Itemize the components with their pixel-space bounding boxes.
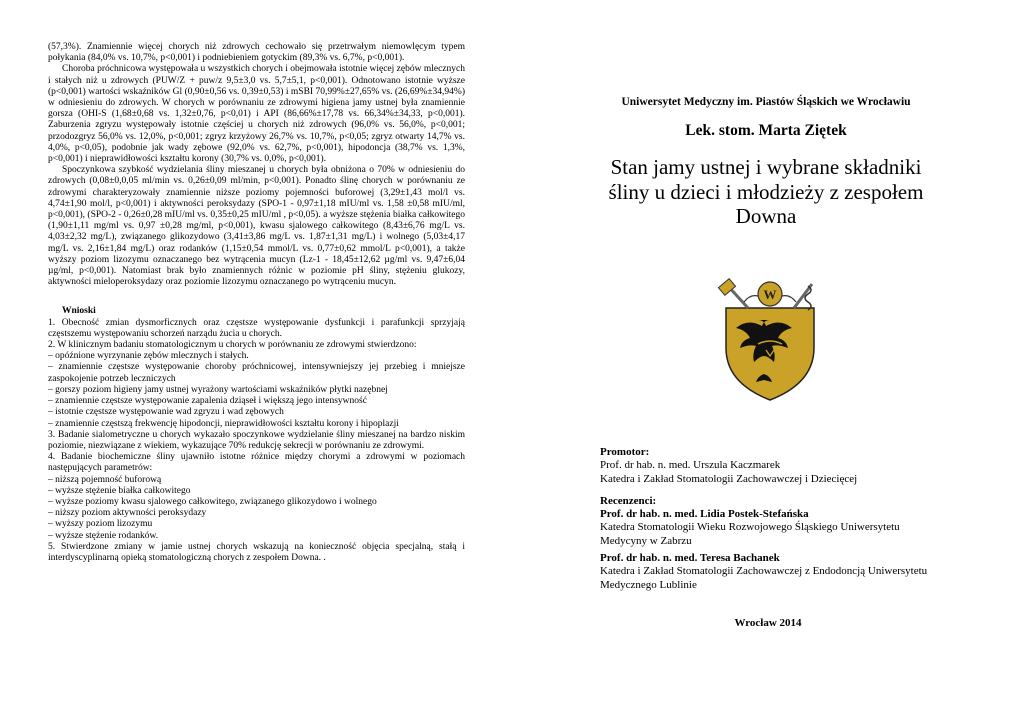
- conclusion-item: – wyższe poziomy kwasu sjalowego całkowitego, związanego glikozydowo i wolnego: [48, 496, 377, 507]
- conclusion-item: – znamiennie częstsze występowanie zapalenia dziąseł i większą jego intensywność: [48, 396, 367, 407]
- conclusion-item: 4. Badanie biochemiczne śliny ujawniło istotne różnice między chorymi a zdrowymi w poziomach następujących parametrów:: [48, 452, 465, 474]
- summary-paragraph-3: Spoczynkowa szybkość wydzielania śliny mieszanej u chorych była obniżona o 70% w odniesieniu do zdrowych (0,08±0,0,05 ml/min vs. 0,26±0,09 ml/min, p<0,001). Ponadto ślinę chorych w porównaniu ze zdrowymi charakteryzowały znamiennie niższe poziomy pojemności buforowej (3,29±1,43 mol/l vs. 4,74±1,90 mol/l, p<0,001) i aktywności peroksydazy (SPO-1 - 0,97±1,18 mIU/ml vs. 1,58 ±0,58 mIU/ml, p<0,001), (SPO-2 - 0,26±0,28 mIU/ml vs. 0,35±0,25 mIU/ml , p<0,05). a wyższe stężenia białka całkowitego (1,90±1,11 mg/ml vs. 0,97 ±0,28 mg/ml, p<0,001), kwasu sjalowego całkowitego (8,43±6,76 mg/L vs. 4,03±2,32 mg/L), związanego glikozydowo (3,41±3,86 mg/L vs. 1,87±1,31 mg/L) i wolnego (5,03±4,17 mg/L vs. 2,16±1,84 mg/L) oraz rodanków (1,15±0,54 mmol/L vs. 0,77±0,62 mmol/L p<0,001), a także wyższy poziom lizozymu oznaczanego bez wytrącenia mucyn (Lz-1 - 18,45±12,62 µg/ml vs. 9,47±6,04 µg/ml, p<0,001). Natomiast brak było znamiennych różnic w poziomie pH śliny, stężeniu glukozy, aktywności mieloperoksydazy oraz poziomie lizozymu oznaczanego po wytrąceniu mucyn.: [48, 165, 465, 288]
- university-name: Uniwersytet Medyczny im. Piastów Śląskich we Wrocławiu: [621, 96, 911, 108]
- promotor-label: Promotor:: [600, 446, 650, 458]
- conclusion-item: – znamiennie częstsze występowanie choroby próchnicowej, intensywniejszy jej przebieg i mniejsze zaspokojenie potrzeb leczniczych: [48, 362, 465, 384]
- conclusion-item: – niższy poziom aktywności peroksydazy: [48, 508, 207, 519]
- committee-section: [600, 446, 936, 592]
- conclusion-item: – gorszy poziom higieny jamy ustnej wyrażony wartościami wskaźników płytki nazębnej: [48, 384, 388, 395]
- promotor-name: Prof. dr hab. n. med. Urszula Kaczmarek: [600, 459, 781, 472]
- university-crest-icon: [714, 278, 826, 402]
- reviewer-1-affiliation: Katedra Stomatologii Wieku Rozwojowego Śląskiego Uniwersytetu Medycyny w Zabrzu: [600, 521, 900, 547]
- cover-header: [598, 96, 934, 229]
- conclusion-item: – znamiennie częstszą frekwencję hipodoncji, nieprawidłowości kształtu korony i hipoplazji: [48, 418, 399, 429]
- author-name: Lek. stom. Marta Ziętek: [685, 122, 847, 139]
- city-year: Wrocław 2014: [734, 617, 802, 629]
- svg-text:W: W: [763, 287, 777, 302]
- conclusion-item: 3. Badanie sialometryczne u chorych wykazało spoczynkowe wydzielanie śliny mieszanej na bardzo niskim poziomie, niezwiązane z wiekiem, wykazujące 70% redukcję sekrecji w porównaniu ze zdrowymi.: [48, 429, 465, 451]
- conclusion-item: – opóźnione wyrzynanie zębów mlecznych i stałych.: [48, 351, 249, 362]
- conclusions-heading: Wnioski: [62, 306, 96, 317]
- conclusions-list: [48, 318, 465, 564]
- conclusion-item: – wyższe stężenie białka całkowitego: [48, 485, 191, 496]
- conclusion-item: – niższą pojemność buforową: [48, 474, 162, 485]
- thesis-title: Stan jamy ustnej i wybrane składniki śliny u dzieci i młodzieży z zespołem Downa: [608, 155, 924, 228]
- summary-paragraph-1: (57,3%). Znamiennie więcej chorych niż zdrowych cechowało się przetrwałym niemowlęcym typem połykania (84,0% vs. 10,7%, p<0,001) i podniebieniem gotyckim (89,3% vs. 6,7%, p<0,001).: [48, 42, 465, 64]
- conclusion-item: 5. Stwierdzone zmiany w jamie ustnej chorych wskazują na konieczność objęcia specjalną, stałą i interdyscyplinarną opieką stomatologiczną chorych z zespołem Downa. .: [48, 541, 465, 563]
- conclusion-item: – wyższe stężenie rodanków.: [48, 530, 159, 541]
- promotor-affiliation: Katedra i Zakład Stomatologii Zachowawczej i Dziecięcej: [600, 472, 858, 485]
- conclusion-item: – istotnie częstsze występowanie wad zgryzu i wad zębowych: [48, 407, 284, 418]
- conclusion-item: – wyższy poziom lizozymu: [48, 519, 153, 530]
- reviewer-2-name: Prof. dr hab. n. med. Teresa Bachanek: [600, 552, 780, 565]
- summary-column: [48, 42, 465, 564]
- conclusion-item: 2. W klinicznym badaniu stomatologicznym u chorych w porównaniu ze zdrowymi stwierdzono:: [48, 340, 417, 351]
- reviewers-label: Recenzenci:: [600, 494, 657, 507]
- reviewer-2-affiliation: Katedra i Zakład Stomatologii Zachowawczej z Endodoncją Uniwersytetu Medycznego Lublinie: [600, 565, 928, 591]
- conclusion-item: 1. Obecność zmian dysmorficznych oraz częstsze występowanie dysfunkcji i parafunkcji sprzyjają częstszemu występowaniu schorzeń narządu żucia u chorych.: [48, 317, 465, 339]
- reviewer-1-name: Prof. dr hab. n. med. Lidia Postek-Stefańska: [600, 508, 809, 521]
- summary-paragraph-2: Choroba próchnicowa występowała u wszystkich chorych i obejmowała istotnie więcej zębów mlecznych i stałych niż u zdrowych (PUW/Z + puw/z 9,5±3,0 vs. 5,7±5,1, p<0,001). Odnotowano istotnie wyższe (p<0,001) wartości wskaźników Gl (0,90±0,56 vs. 0,39±0,53) i mSBI 70,99%±27,65% vs. (26,69%±34,94%) w odniesieniu do zdrowych. W chorych w porównaniu ze zdrowymi higiena jamy ustnej była znamiennie gorsza (OHI-S (1,68±0,68 vs. 1,32±0,76, p<0,01) i API (86,66%±17,78 vs. 66,34%±34,33, p<0,001). Zaburzenia zgryzu występowały istotnie częściej u chorych niż zdrowych (96,0% vs. 56,0%, p<0,001; przodozgryz 56,0% vs. 12,0%, p<0,001; zgryz krzyżowy 26,7% vs. 10,7%, p<0,05; zgryz otwarty 14,7% vs. 4,0%, p<0,05), podobnie jak wady zębowe (92,0% vs. 62,7%, p<0,001), hipodoncja (38,7% vs. 1,3%, p<0,001) i nieprawidłowości kształtu korony (30,7% vs. 0,0%, p<0,001).: [48, 64, 465, 165]
